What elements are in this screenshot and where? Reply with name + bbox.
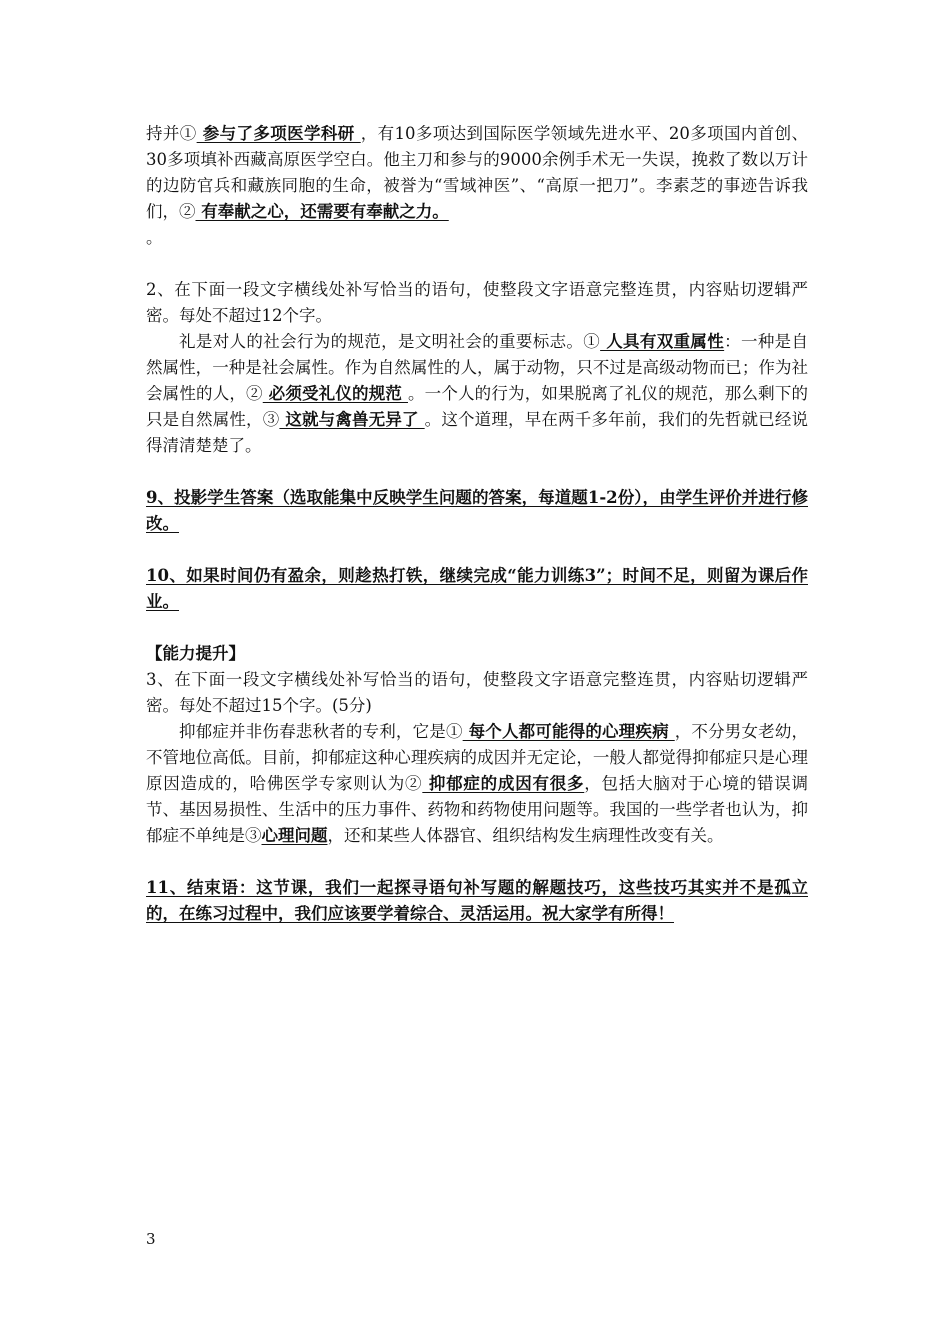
section-title: 【能力提升】 [146,644,245,663]
step-9: 9、投影学生答案（选取能集中反映学生问题的答案，每道题1-2份），由学生评价并进行修改。 [146,488,808,533]
answer-2: 有奉献之心，还需要有奉献之力。 [195,202,449,221]
answer-1: 每个人都可能得的心理疾病 [462,722,675,741]
text: 。一个人的行为，如果脱离了礼仪的规范，那么剩下的只是自然属性，③ [146,384,809,429]
text: 抑郁症并非伤春悲秋者的专利，它是① [179,722,463,741]
question-3-prompt: 3、在下面一段文字横线处补写恰当的语句，使整段文字语意完整连贯，内容贴切逻辑严密。每处不超过15个字。(5分) [146,670,808,715]
answer-3: 心理问题 [261,826,328,845]
answer-1: 人具有双重属性 [600,332,725,351]
text: ，还和某些人体器官、组织结构发生病理性改变有关。 [327,826,724,845]
answer-1: 参与了多项医学科研 [196,124,361,143]
text: 。这个道理，早在两千多年前，我们的先哲就已经说得清清楚楚了。 [146,410,809,455]
step-10: 10、如果时间仍有盈余，则趁热打铁，继续完成“能力训练3”；时间不足，则留为课后作业。 [146,566,808,611]
answer-2: 抑郁症的成因有很多 [422,774,585,793]
question-2-passage [146,329,808,459]
step-11: 11、结束语：这节课，我们一起探寻语句补写题的解题技巧，这些技巧其实并不是孤立的，在练习过程中，我们应该要学着综合、灵活运用。祝大家学有所得！ [146,878,808,923]
page-number: 3 [146,1230,156,1248]
text: 礼是对人的社会行为的规范，是文明社会的重要标志。① [179,332,601,351]
paragraph-li-suzhi [146,121,808,251]
text: ：一种是自然属性，一种是社会属性。作为自然属性的人，属于动物，只不过是高级动物而已；作为社会属性的人，② [146,332,809,403]
text: ，包括大脑对于心境的错误调节、基因易损性、生活中的压力事件、药物和药物使用问题等。我国的一些学者也认为，抑郁症不单纯是③ [146,774,809,845]
text: ，有10多项达到国际医学领域先进水平、20多项国内首创、30多项填补西藏高原医学空白。他主刀和参与的9000余例手术无一失误，挽救了数以万计的边防官兵和藏族同胞的生命，被誉为“雪域神医”、“高原一把刀”。李素芝的事迹告诉我们，② [146,124,809,221]
question-2-prompt: 2、在下面一段文字横线处补写恰当的语句，使整段文字语意完整连贯，内容贴切逻辑严密。每处不超过12个字。 [146,280,808,325]
answer-2: 必须受礼仪的规范 [262,384,408,403]
text: 持并① [146,124,197,143]
answer-3: 这就与禽兽无异了 [279,410,425,429]
text: 。 [146,228,163,247]
question-3-passage [146,719,808,849]
text: ，不分男女老幼，不管地位高低。目前，抑郁症这种心理疾病的成因并无定论，一般人都觉得抑郁症只是心理原因造成的，哈佛医学专家则认为② [146,722,809,793]
